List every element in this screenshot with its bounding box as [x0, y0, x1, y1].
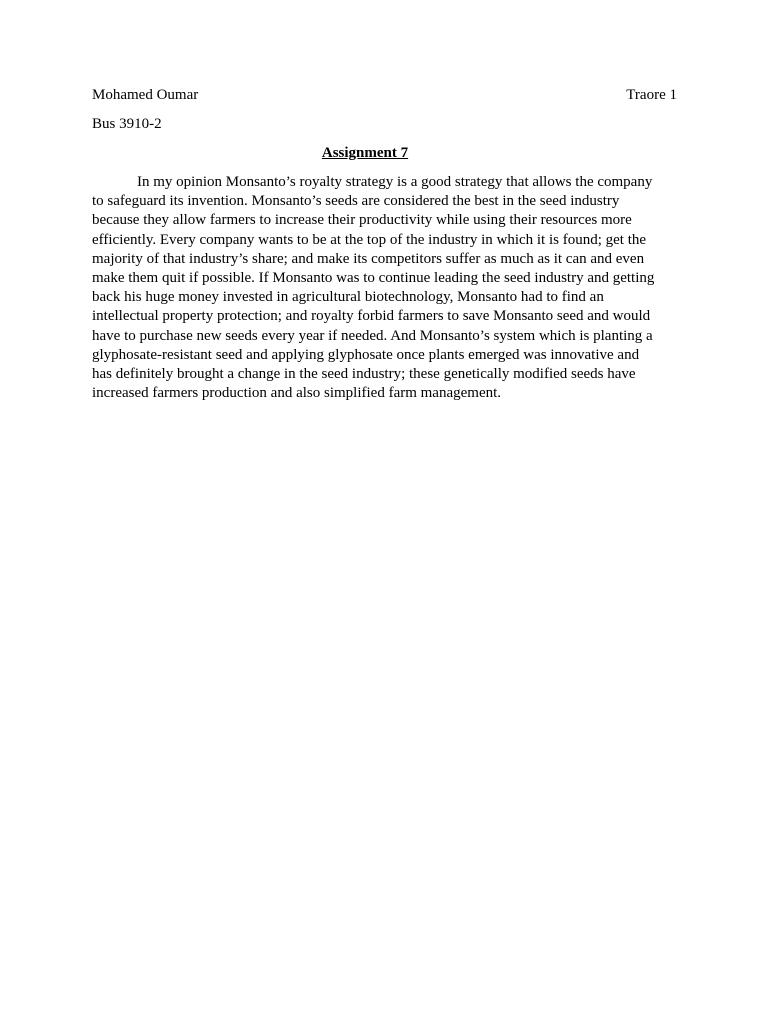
paragraph-line: intellectual property protection; and royalty forbid farmers to save Monsanto seed and would — [92, 308, 651, 325]
paragraph-line: because they allow farmers to increase their productivity while using their resources more — [92, 212, 632, 229]
paragraph-line: increased farmers production and also simplified farm management. — [92, 385, 502, 402]
paragraph-line: majority of that industry’s share; and make its competitors suffer as much as it can and even — [92, 250, 645, 267]
page-header — [92, 86, 677, 104]
running-head-page-number: Traore 1 — [626, 87, 677, 103]
paragraph-line: make them quit if possible. If Monsanto was to continue leading the seed industry and getting — [92, 270, 655, 287]
author-name: Mohamed Oumar — [92, 87, 199, 103]
body-paragraph — [92, 173, 678, 403]
paragraph-line: efficiently. Every company wants to be at the top of the industry in which it is found; get the — [92, 231, 647, 248]
paragraph-line: have to purchase new seeds every year if needed. And Monsanto’s system which is planting a — [92, 327, 653, 344]
paragraph-line: In my opinion Monsanto’s royalty strategy is a good strategy that allows the company — [137, 174, 653, 190]
paragraph-line: has definitely brought a change in the seed industry; these genetically modified seeds have — [92, 366, 636, 383]
paragraph-line: glyphosate-resistant seed and applying glyphosate once plants emerged was innovative and — [92, 346, 640, 363]
assignment-title: Assignment 7 — [321, 145, 409, 161]
course-code: Bus 3910-2 — [92, 116, 162, 132]
paragraph-line: to safeguard its invention. Monsanto’s seeds are considered the best in the seed industry — [92, 193, 620, 210]
paragraph-line: back his huge money invested in agricultural biotechnology, Monsanto had to find an — [92, 289, 604, 306]
